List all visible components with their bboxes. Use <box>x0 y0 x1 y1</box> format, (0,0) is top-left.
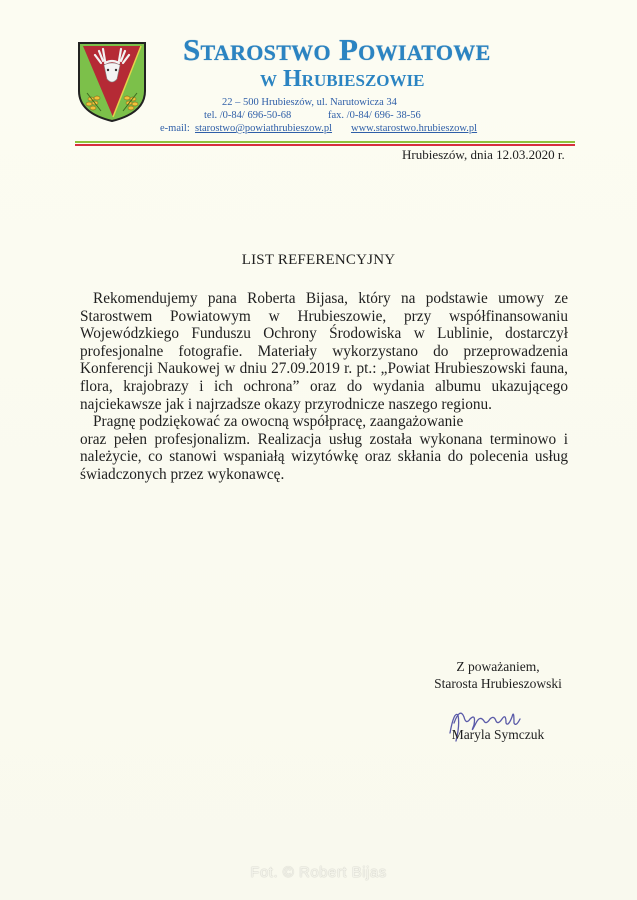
letterhead-fax: fax. /0-84/ 696- 38-56 <box>328 110 421 121</box>
letterhead-website-row <box>351 123 477 135</box>
closing-position: Starosta Hrubieszowski <box>434 676 562 691</box>
signer-name: Maryla Symczuk <box>451 727 545 742</box>
coat-of-arms-deer-icon <box>77 41 147 123</box>
header-rule-red <box>75 144 575 146</box>
closing-block <box>418 658 578 692</box>
email-link[interactable]: starostwo@powiathrubieszow.pl <box>195 123 333 134</box>
header-rule-green <box>75 141 575 143</box>
letterhead-tel: tel. /0-84/ 696-50-68 <box>204 110 292 121</box>
document-title: LIST REFERENCYJNY <box>241 252 396 268</box>
letter-body <box>80 290 568 484</box>
letterhead-address: 22 – 500 Hrubieszów, ul. Narutowicza 34 <box>222 97 397 108</box>
body-paragraph-2-rest: oraz pełen profesjonalizm. Realizacja usług została wykonana terminowo i należycie, co stanowi wspaniałą wizytówkę oraz skłania do polecenia usług świadczonych przez wykonawcę. <box>80 430 568 483</box>
letterhead-title: Starostwo Powiatowe <box>183 32 491 67</box>
body-paragraph-2-line-1: Pragnę podziękować za owocną współpracę, zaangażowanie <box>93 413 464 431</box>
letterhead-email-row <box>160 123 332 135</box>
photo-watermark: Fot. © Robert Bijas <box>250 864 387 881</box>
closing-salutation: Z poważaniem, <box>456 659 540 674</box>
body-paragraph-1: Rekomendujemy pana Roberta Bijasa, który na podstawie umowy ze Starostwem Powiatowym w Hrubieszowie, przy współfinansowaniu Wojewódzkiego Funduszu Ochrony Środowiska w Lublinie, dostarczył profesjonalne fotografie. Materiały wykorzystano do przeprowadzenia Konferencji Naukowej w dniu 27.09.2019 r. pt.: „Powiat Hrubieszowski fauna, flora, krajobrazy i ich ochrona” oraz do wydania albumu ukazującego najciekawsze jak i najrzadsze okazy przyrodnicze naszego regionu. <box>80 290 568 413</box>
website-link[interactable]: www.starostwo.hrubieszow.pl <box>351 123 478 134</box>
email-label: e-mail: <box>160 123 190 134</box>
date-line: Hrubieszów, dnia 12.03.2020 r. <box>402 147 565 162</box>
letterhead-subtitle: w Hrubieszowie <box>260 66 425 92</box>
